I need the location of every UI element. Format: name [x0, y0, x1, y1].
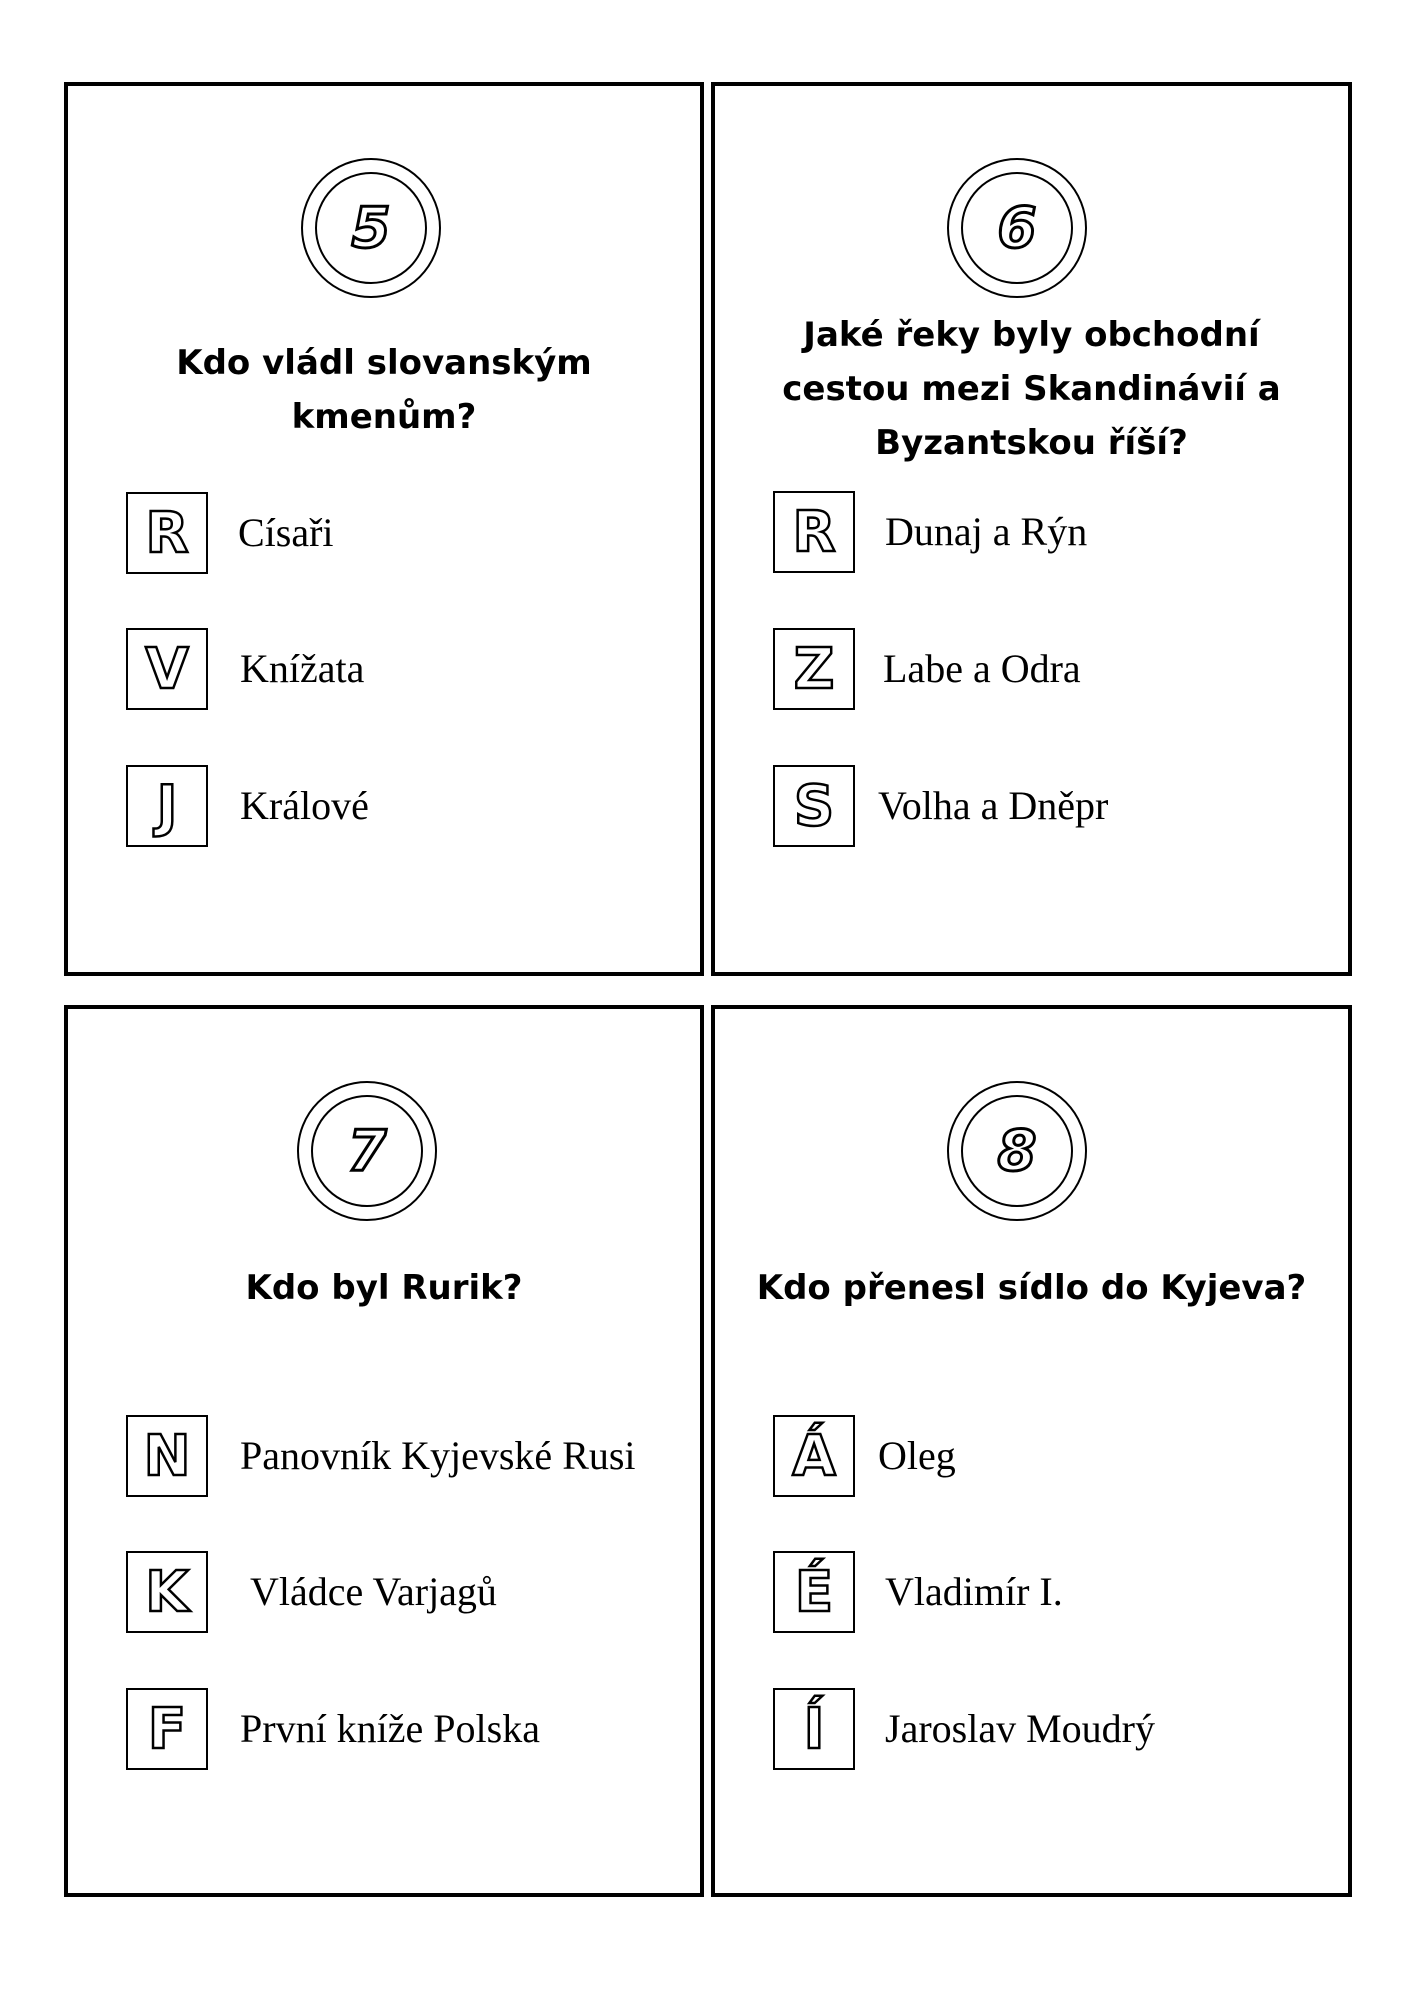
answer-option-3[interactable]	[715, 765, 1348, 851]
answer-option-3[interactable]	[715, 1688, 1348, 1774]
answer-letter-box: N	[126, 1415, 208, 1497]
answer-text: Vladimír I.	[885, 1569, 1063, 1614]
answer-option-1[interactable]	[715, 1415, 1348, 1501]
answer-text: Králové	[240, 783, 369, 828]
answer-letter-box: Z	[773, 628, 855, 710]
card-number: 7	[347, 1118, 387, 1184]
answer-letter-box: K	[126, 1551, 208, 1633]
answer-option-2[interactable]	[68, 1551, 700, 1637]
number-badge	[301, 158, 441, 298]
answer-letter-box: Á	[773, 1415, 855, 1497]
answer-text: Císaři	[238, 510, 334, 555]
number-badge	[947, 158, 1087, 298]
answer-letter-box: É	[773, 1551, 855, 1633]
answer-option-3[interactable]	[68, 765, 700, 851]
question-text: Kdo vládl slovanským kmenům?	[176, 343, 592, 437]
answer-text: Dunaj a Rýn	[885, 509, 1088, 554]
card-number: 5	[351, 195, 391, 261]
answer-text: Knížata	[240, 646, 365, 691]
number-badge	[947, 1081, 1087, 1221]
answer-text: Vládce Varjagů	[250, 1569, 497, 1614]
answer-text: Volha a Dněpr	[878, 783, 1109, 828]
answer-letter-box: S	[773, 765, 855, 847]
number-badge	[297, 1081, 437, 1221]
answer-option-2[interactable]	[715, 1551, 1348, 1637]
answer-option-1[interactable]	[68, 1415, 700, 1501]
question-text: Jaké řeky byly obchodní cestou mezi Skandinávií a Byzantskou říší?	[782, 315, 1281, 463]
quiz-card-7	[64, 1005, 704, 1897]
answer-option-1[interactable]	[715, 491, 1348, 577]
question-text: Kdo přenesl sídlo do Kyjeva?	[756, 1268, 1307, 1308]
answer-text: Oleg	[878, 1433, 956, 1478]
answer-option-1[interactable]	[68, 492, 700, 578]
answer-letter-box: Í	[773, 1688, 855, 1770]
answer-letter-box: R	[773, 491, 855, 573]
answer-text: Labe a Odra	[883, 646, 1081, 691]
quiz-card-6	[711, 82, 1352, 976]
answer-text: Panovník Kyjevské Rusi	[240, 1433, 636, 1478]
answer-option-2[interactable]	[715, 628, 1348, 714]
card-number: 6	[997, 195, 1037, 261]
answer-text: První kníže Polska	[240, 1706, 540, 1751]
answer-letter-box: R	[126, 492, 208, 574]
answer-letter-box: V	[126, 628, 208, 710]
answer-letter-box: J	[126, 765, 208, 847]
answer-option-3[interactable]	[68, 1688, 700, 1774]
answer-option-2[interactable]	[68, 628, 700, 714]
quiz-card-8	[711, 1005, 1352, 1897]
answer-letter-box: F	[126, 1688, 208, 1770]
answer-text: Jaroslav Moudrý	[885, 1706, 1155, 1751]
question-text: Kdo byl Rurik?	[245, 1268, 523, 1308]
card-number: 8	[997, 1118, 1037, 1184]
quiz-card-5	[64, 82, 704, 976]
